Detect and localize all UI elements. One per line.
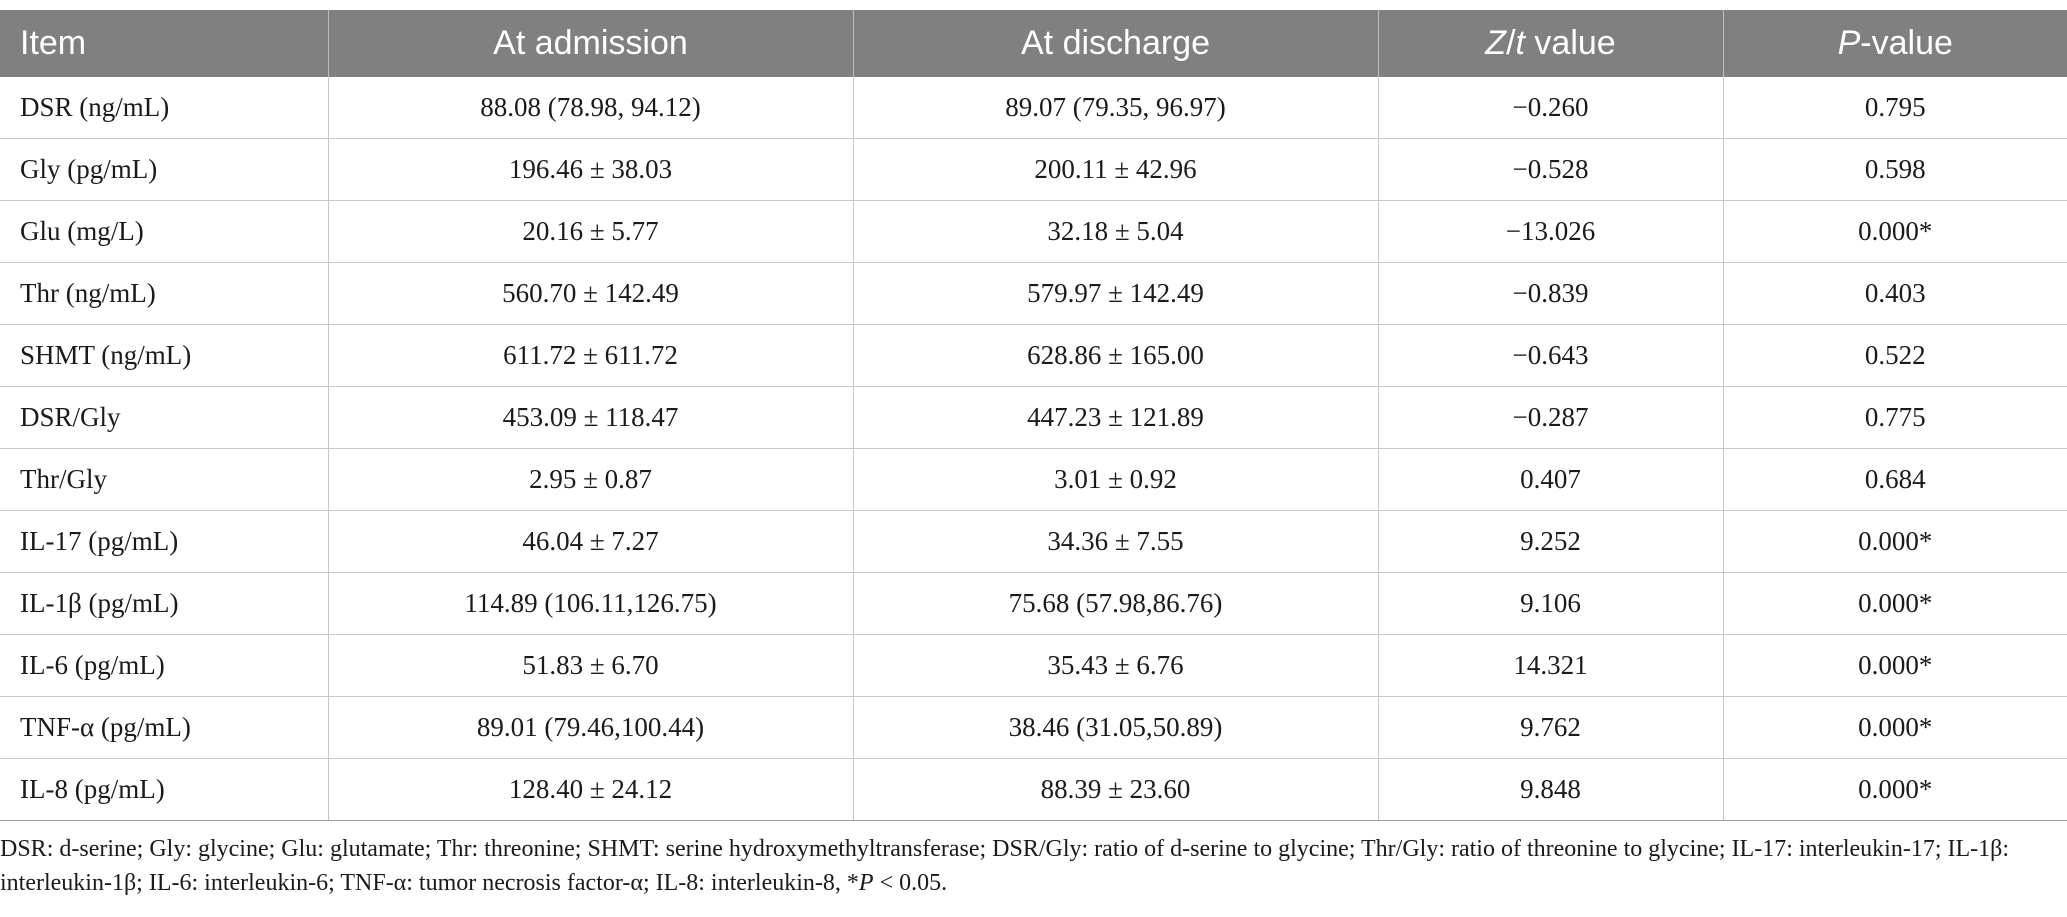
header-item: Item [0, 10, 328, 77]
table-header-row [0, 10, 2067, 77]
table-row [0, 387, 2067, 449]
footnote-text: DSR: d-serine; Gly: glycine; Glu: glutamate; Thr: threonine; SHMT: serine hydroxymethyltransferase; DSR/Gly: ratio of d-serine to glycine; Thr/Gly: ratio of threonine to glycine; IL-17: interleukin-17; IL-1β: interleukin-1β; IL-6: interleukin-6; TNF-α: tumor necrosis factor-α; IL-8: interleukin-8, * [0, 836, 2010, 896]
table-row [0, 635, 2067, 697]
cell-item: TNF-α (pg/mL) [0, 697, 328, 759]
cell-at-admission: 51.83 ± 6.70 [328, 635, 853, 697]
header-p-value [1723, 10, 2067, 77]
cell-item: IL-17 (pg/mL) [0, 511, 328, 573]
table-row [0, 139, 2067, 201]
cell-p-value: 0.522 [1723, 325, 2067, 387]
cell-zt-value: 9.106 [1378, 573, 1723, 635]
cell-p-value: 0.000* [1723, 697, 2067, 759]
header-zt-value [1378, 10, 1723, 77]
cell-item: IL-6 (pg/mL) [0, 635, 328, 697]
table-row [0, 511, 2067, 573]
cell-at-discharge: 200.11 ± 42.96 [853, 139, 1378, 201]
cell-item: IL-1β (pg/mL) [0, 573, 328, 635]
table-row [0, 759, 2067, 821]
cell-zt-value: −0.528 [1378, 139, 1723, 201]
cell-p-value: 0.775 [1723, 387, 2067, 449]
cell-zt-value: 9.848 [1378, 759, 1723, 821]
cell-at-admission: 611.72 ± 611.72 [328, 325, 853, 387]
cell-at-discharge: 34.36 ± 7.55 [853, 511, 1378, 573]
cell-p-value: 0.684 [1723, 449, 2067, 511]
cell-item: Thr/Gly [0, 449, 328, 511]
cell-at-admission: 20.16 ± 5.77 [328, 201, 853, 263]
cell-zt-value: −0.643 [1378, 325, 1723, 387]
table-row [0, 263, 2067, 325]
cell-item: Gly (pg/mL) [0, 139, 328, 201]
cell-zt-value: 9.762 [1378, 697, 1723, 759]
cell-item: DSR (ng/mL) [0, 77, 328, 139]
cell-at-discharge: 628.86 ± 165.00 [853, 325, 1378, 387]
cell-item: Glu (mg/L) [0, 201, 328, 263]
cell-item: SHMT (ng/mL) [0, 325, 328, 387]
cell-at-admission: 46.04 ± 7.27 [328, 511, 853, 573]
cell-p-value: 0.000* [1723, 573, 2067, 635]
cell-zt-value: 14.321 [1378, 635, 1723, 697]
cell-zt-value: 0.407 [1378, 449, 1723, 511]
cell-at-discharge: 35.43 ± 6.76 [853, 635, 1378, 697]
cell-at-admission: 2.95 ± 0.87 [328, 449, 853, 511]
cell-at-discharge: 447.23 ± 121.89 [853, 387, 1378, 449]
table-row [0, 201, 2067, 263]
table-row [0, 697, 2067, 759]
cell-at-admission: 114.89 (106.11,126.75) [328, 573, 853, 635]
footnote-p-symbol: P [858, 870, 874, 896]
cell-zt-value: −0.287 [1378, 387, 1723, 449]
header-p-rest: -value [1860, 24, 1953, 62]
header-at-discharge: At discharge [853, 10, 1378, 77]
cell-zt-value: −13.026 [1378, 201, 1723, 263]
cell-zt-value: −0.839 [1378, 263, 1723, 325]
cell-item: IL-8 (pg/mL) [0, 759, 328, 821]
cell-at-admission: 453.09 ± 118.47 [328, 387, 853, 449]
cell-p-value: 0.598 [1723, 139, 2067, 201]
cell-p-value: 0.000* [1723, 759, 2067, 821]
footnote-tail: < 0.05. [873, 870, 948, 896]
results-table [0, 10, 2067, 821]
cell-p-value: 0.795 [1723, 77, 2067, 139]
header-zt-rest: value [1524, 24, 1616, 62]
cell-p-value: 0.000* [1723, 635, 2067, 697]
cell-item: Thr (ng/mL) [0, 263, 328, 325]
table-row [0, 573, 2067, 635]
cell-item: DSR/Gly [0, 387, 328, 449]
header-zt-slash: / [1506, 24, 1516, 62]
header-p-symbol: P [1837, 24, 1861, 62]
table-row [0, 77, 2067, 139]
cell-at-discharge: 88.39 ± 23.60 [853, 759, 1378, 821]
cell-p-value: 0.000* [1723, 201, 2067, 263]
table-footnote [0, 832, 2040, 900]
cell-at-discharge: 579.97 ± 142.49 [853, 263, 1378, 325]
cell-zt-value: −0.260 [1378, 77, 1723, 139]
header-at-admission: At admission [328, 10, 853, 77]
table-row [0, 325, 2067, 387]
cell-zt-value: 9.252 [1378, 511, 1723, 573]
cell-at-discharge: 75.68 (57.98,86.76) [853, 573, 1378, 635]
cell-at-admission: 128.40 ± 24.12 [328, 759, 853, 821]
header-zt-t: t [1515, 24, 1525, 62]
table-row [0, 449, 2067, 511]
cell-p-value: 0.403 [1723, 263, 2067, 325]
cell-p-value: 0.000* [1723, 511, 2067, 573]
cell-at-discharge: 38.46 (31.05,50.89) [853, 697, 1378, 759]
cell-at-discharge: 32.18 ± 5.04 [853, 201, 1378, 263]
cell-at-discharge: 3.01 ± 0.92 [853, 449, 1378, 511]
table-container [0, 10, 2067, 821]
cell-at-discharge: 89.07 (79.35, 96.97) [853, 77, 1378, 139]
cell-at-admission: 88.08 (78.98, 94.12) [328, 77, 853, 139]
header-zt-z: Z [1485, 24, 1507, 62]
cell-at-admission: 89.01 (79.46,100.44) [328, 697, 853, 759]
cell-at-admission: 560.70 ± 142.49 [328, 263, 853, 325]
cell-at-admission: 196.46 ± 38.03 [328, 139, 853, 201]
